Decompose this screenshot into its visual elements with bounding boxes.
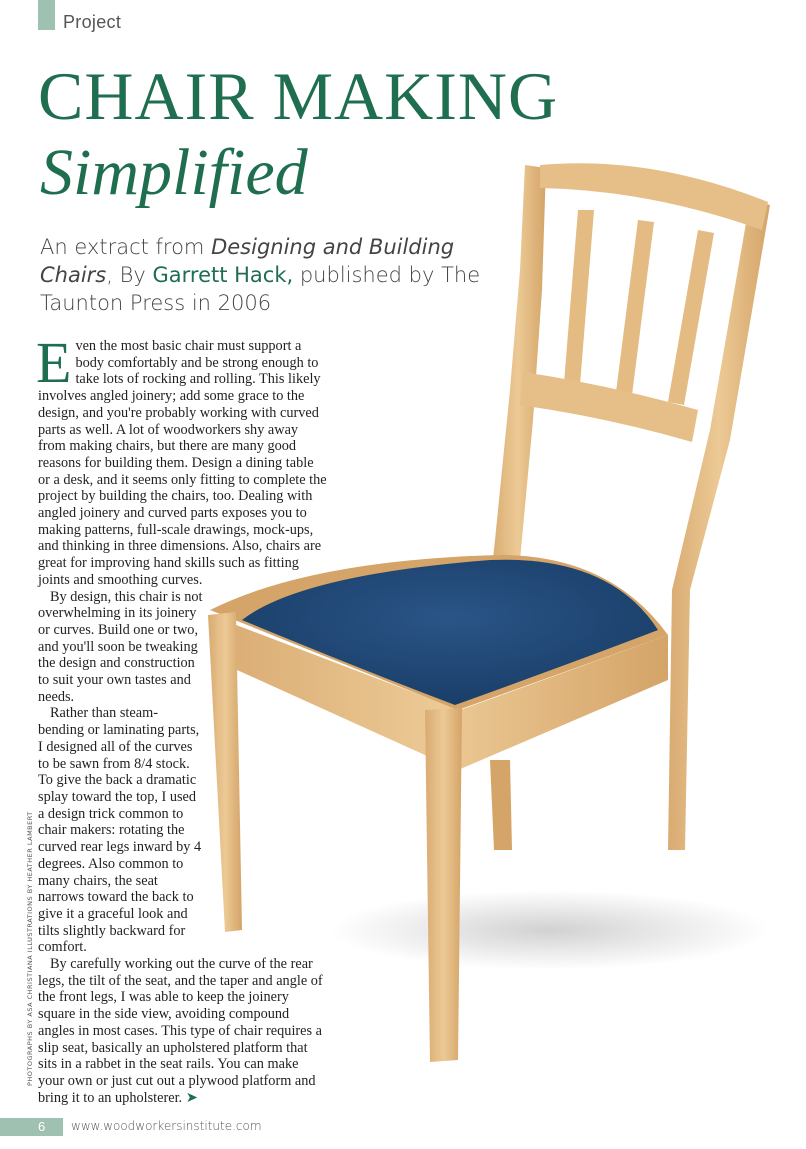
end-mark-icon: ➤ [185,1089,198,1106]
paragraph-1-text: ven the most basic chair must support a body comfortably and be strong enough to take lots of rocking and rolling. This likely involves angled joinery; add some grace to the design, and you're probably working with curved parts as well. A lot of woodworkers shy away from making chairs, but there are many good reasons for building them. Design a dining table or a desk, and it seems only fitting to complete the project by building the chairs, too. Dealing with angled joinery and curved parts exposes you to making patterns, full-scale drawings, mock-ups, and thinking in three dimensions. Also, chairs are great for improving hand skills such as fitting joints and smoothing curves. [38,338,327,588]
drop-cap: E [36,330,72,395]
page-title: CHAIR MAKING [38,58,559,134]
article-body [36,330,328,1106]
paragraph-4-start [38,956,328,1106]
subtitle-suffix: published by The Taunton Press in 2006 [40,263,481,315]
paragraph-1 [36,330,327,589]
photo-credit: PHOTOGRAPHS BY ASA CHRISTIANA ILLUSTRATIONS BY HEATHER LAMBERT [26,811,34,1086]
footer-url: www.woodworkersinstitute.com [71,1119,262,1133]
paragraph-4-text: By carefully working out the curve of the rear legs, the tilt of the seat, and the taper and angle of the front legs, I was able to keep the joinery square in the side view, avoiding compound angles in most cases. This type of chair requires a slip seat, basically an upholstered platform that sits in a rabbet in the seat rails. You can make your own or just cut out a plywood platform and bring it to an upholsterer. [38,956,323,1106]
page-number: 6 [0,1118,63,1136]
subtitle-by: , By [106,263,153,287]
paragraph-2: By design, this chair is not overwhelming in its joinery or curves. Build one or two, and you'll soon be tweaking the design and construction to suit your own tastes and needs. [38,588,203,705]
section-tab-marker [38,0,55,30]
subtitle-book: Designing and Building Chairs [40,235,455,287]
paragraph-3: Rather than steam-bending or laminating parts, I designed all of the curves to be sawn from 8/4 stock. To give the back a dramatic splay toward the top, I used a design trick common to chair makers: rotating the curved rear legs inward by 4 degrees. Also common to many chairs, the seat narrows toward the back to give it a graceful look and tilts slightly backward for comfort. [38,705,202,956]
subtitle-prefix: An extract from [40,235,212,259]
subtitle-author: Garrett Hack, [152,263,294,287]
page-title-italic: Simplified [40,136,308,209]
section-label: Project [63,12,122,32]
